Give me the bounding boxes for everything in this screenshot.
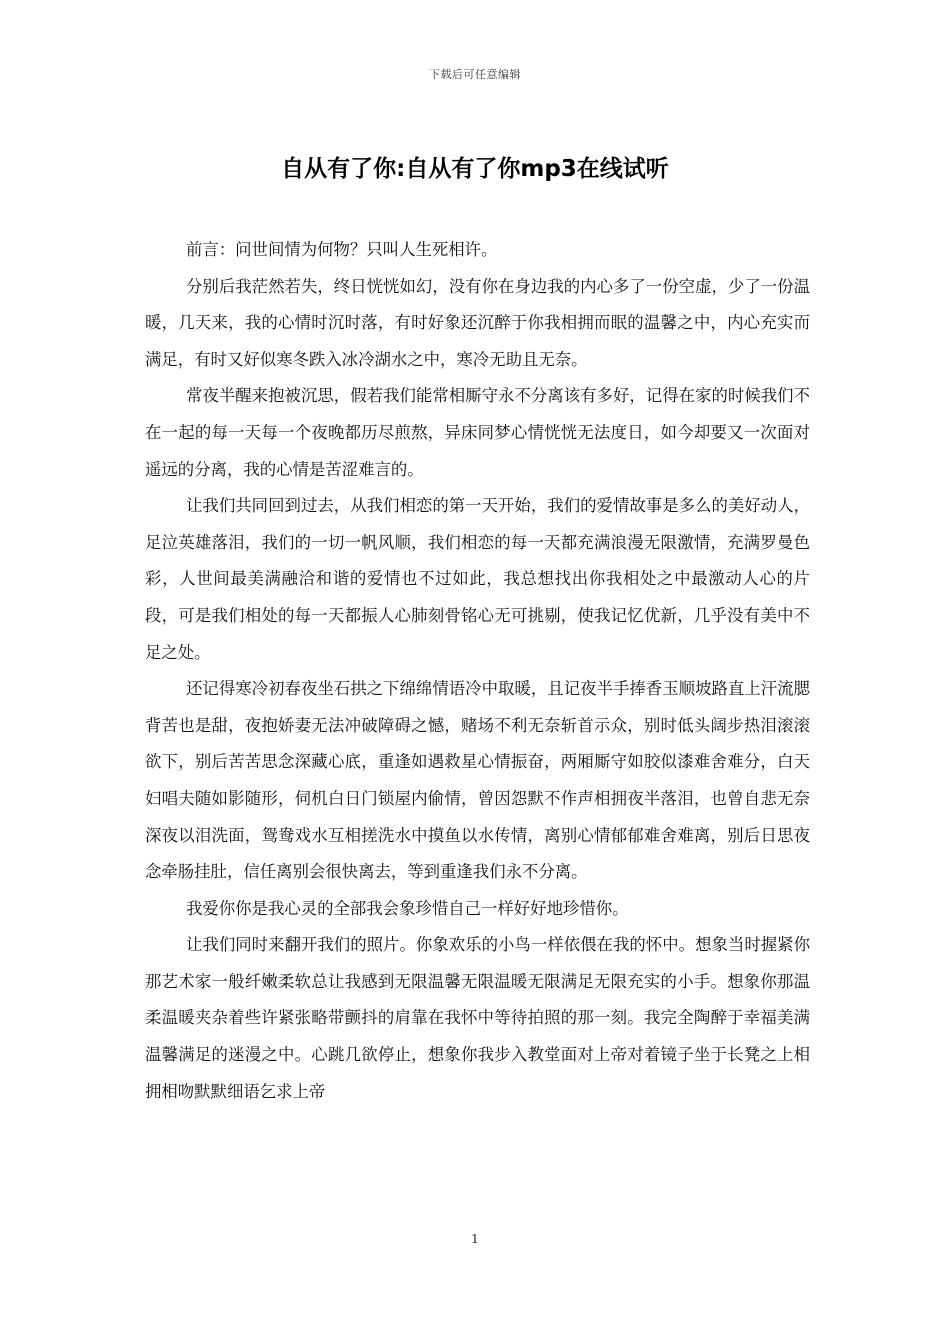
document-body [145,232,810,1110]
paragraph: 让我们同时来翻开我们的照片。你象欢乐的小鸟一样依偎在我的怀中。想象当时握紧你那艺术家一般纤嫩柔软总让我感到无限温馨无限温暖无限满足无限充实的小手。想象你那温柔温暖夹杂着些许紧张略带颤抖的肩靠在我怀中等待拍照的那一刻。我完全陶醉于幸福美满温馨满足的迷漫之中。心跳几欲停止，想象你我步入教堂面对上帝对着镜子坐于长凳之上相拥相吻默默细语乞求上帝 [145,935,810,1101]
paragraph: 我爱你你是我心灵的全部我会象珍惜自己一样好好地珍惜你。 [186,898,629,918]
paragraph: 常夜半醒来抱被沉思，假若我们能常相厮守永不分离该有多好，记得在家的时候我们不在一起的每一天每一个夜晚都历尽煎熬，异床同梦心情恍恍无法度日，如今却要又一次面对遥远的分离，我的心情是苦涩难言的。 [145,386,810,479]
header-note: 下载后可任意编辑 [429,68,521,81]
paragraph-preface: 前言：问世间情为何物？只叫人生死相许。 [186,240,498,259]
paragraph: 让我们共同回到过去，从我们相恋的第一天开始，我们的爱情故事是多么的美好动人，足泣英雄落泪，我们的一切一帆风顺，我们相恋的每一天都充满浪漫无限激情，充满罗曼色彩，人世间最美满融洽和谐的爱情也不过如此，我总想找出你我相处之中最激动人心的片段，可是我们相处的每一天都振人心肺刻骨铭心无可挑剔，使我记忆优新，几乎没有美中不足之处。 [145,496,810,662]
paragraph: 分别后我茫然若失，终日恍恍如幻，没有你在身边我的内心多了一份空虚，少了一份温暖，几天来，我的心情时沉时落，有时好象还沉醉于你我相拥而眠的温馨之中，内心充实而满足，有时又好似寒冬跌入冰冷湖水之中，寒冷无助且无奈。 [145,276,810,369]
document-title: 自从有了你:自从有了你mp3在线试听 [281,156,669,182]
paragraph: 还记得寒冷初春夜坐石拱之下绵绵情语冷中取暖，且记夜半手捧香玉顺坡路直上汗流腮背苦也是甜，夜抱娇妻无法冲破障碍之憾，赌场不利无奈斩首示众，别时低头阔步热泪滚滚欲下，别后苦苦思念深藏心底，重逢如遇救星心情振奋，两厢厮守如胶似漆难舍难分，白天妇唱夫随如影随形，伺机白日门锁屋内偷情，曾因怨默不作声相拥夜半落泪，也曾自悲无奈深夜以泪洗面，鸳鸯戏水互相搓洗水中摸鱼以水传情，离别心情郁郁难舍难离，别后日思夜念牵肠挂肚，信任离别会很快离去，等到重逢我们永不分离。 [145,679,810,882]
page-number: 1 [471,1232,479,1246]
